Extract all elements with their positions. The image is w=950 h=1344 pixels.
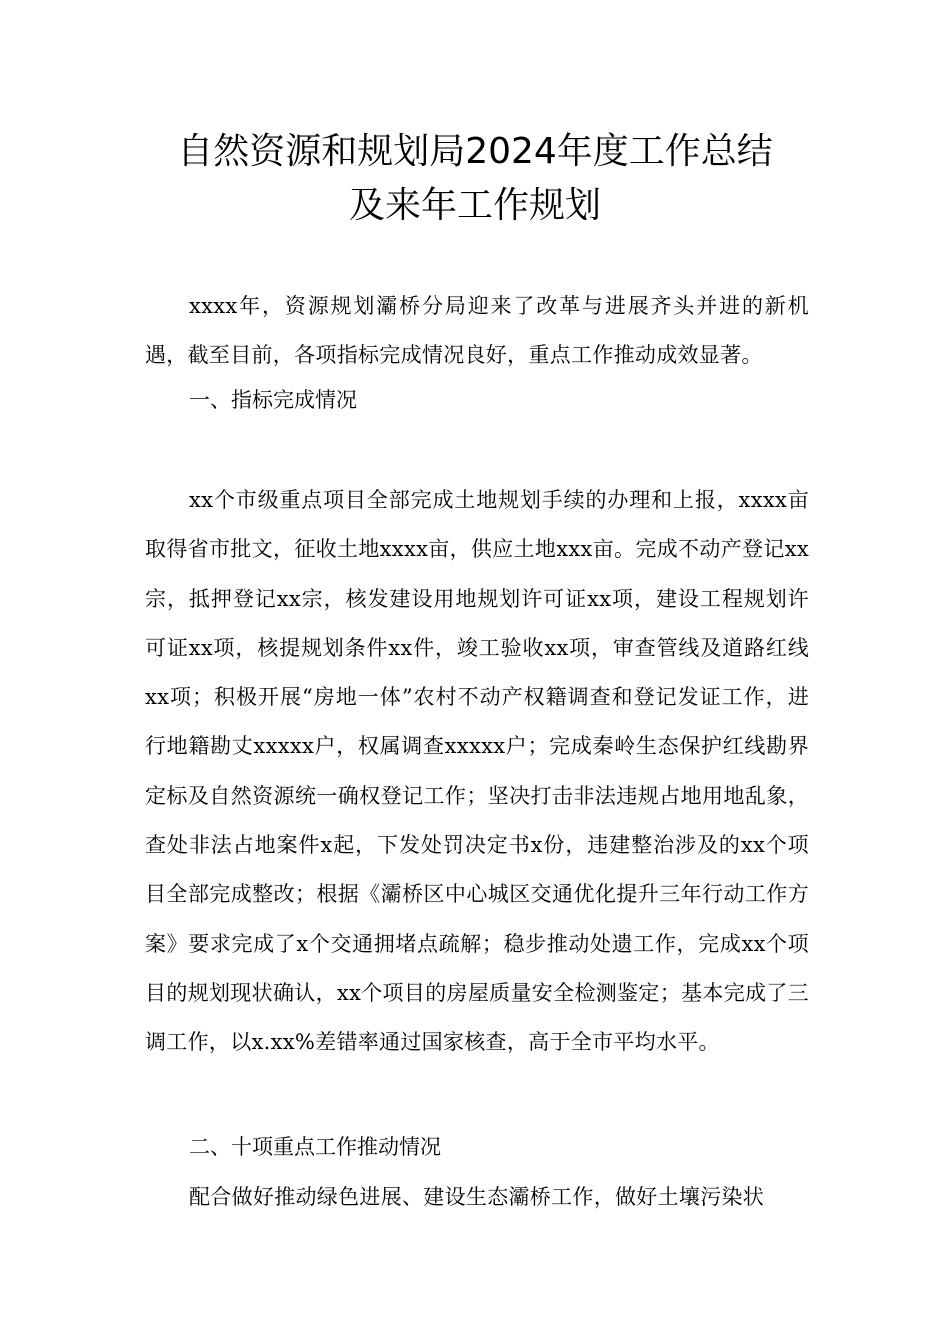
section-2-paragraph: 配合做好推动绿色进展、建设生态灞桥工作，做好土壤污染状 [189, 1185, 765, 1209]
section-1-heading: 一、指标完成情况 [189, 388, 357, 412]
section-2-heading: 二、十项重点工作推动情况 [189, 1135, 441, 1159]
intro-paragraph: xxxx年，资源规划灞桥分局迎来了改革与进展齐头并进的新机遇，截至目前，各项指标完成情况良好，重点工作推动成效显著。 [145, 294, 809, 368]
section-1-paragraph: xx个市级重点项目全部完成土地规划手续的办理和上报，xxxx亩取得省市批文，征收土地xxxx亩，供应土地xxx亩。完成不动产登记xx宗，抵押登记xx宗，核发建设用地规划许可证xx项，建设工程规划许可证xx项，核提规划条件xx件，竣工验收xx项，审查管线及道路红线xx项；积极开展“房地一体”农村不动产权籍调查和登记发证工作，进行地籍勘丈xxxxx户，权属调查xxxxx户；完成秦岭生态保护红线勘界定标及自然资源统一确权登记工作；坚决打击非法违规占地用地乱象，查处非法占地案件x起，下发处罚决定书x份，违建整治涉及的xx个项目全部完成整改；根据《灞桥区中心城区交通优化提升三年行动工作方案》要求完成了x个交通拥堵点疏解；稳步推动处遗工作，完成xx个项目的规划现状确认，xx个项目的房屋质量安全检测鉴定；基本完成了三调工作，以x.xx%差错率通过国家核查，高于全市平均水平。 [145, 488, 809, 1055]
document-title-line-2: 及来年工作规划 [348, 185, 601, 226]
document-title-line-1: 自然资源和规划局2024年度工作总结 [177, 131, 773, 172]
